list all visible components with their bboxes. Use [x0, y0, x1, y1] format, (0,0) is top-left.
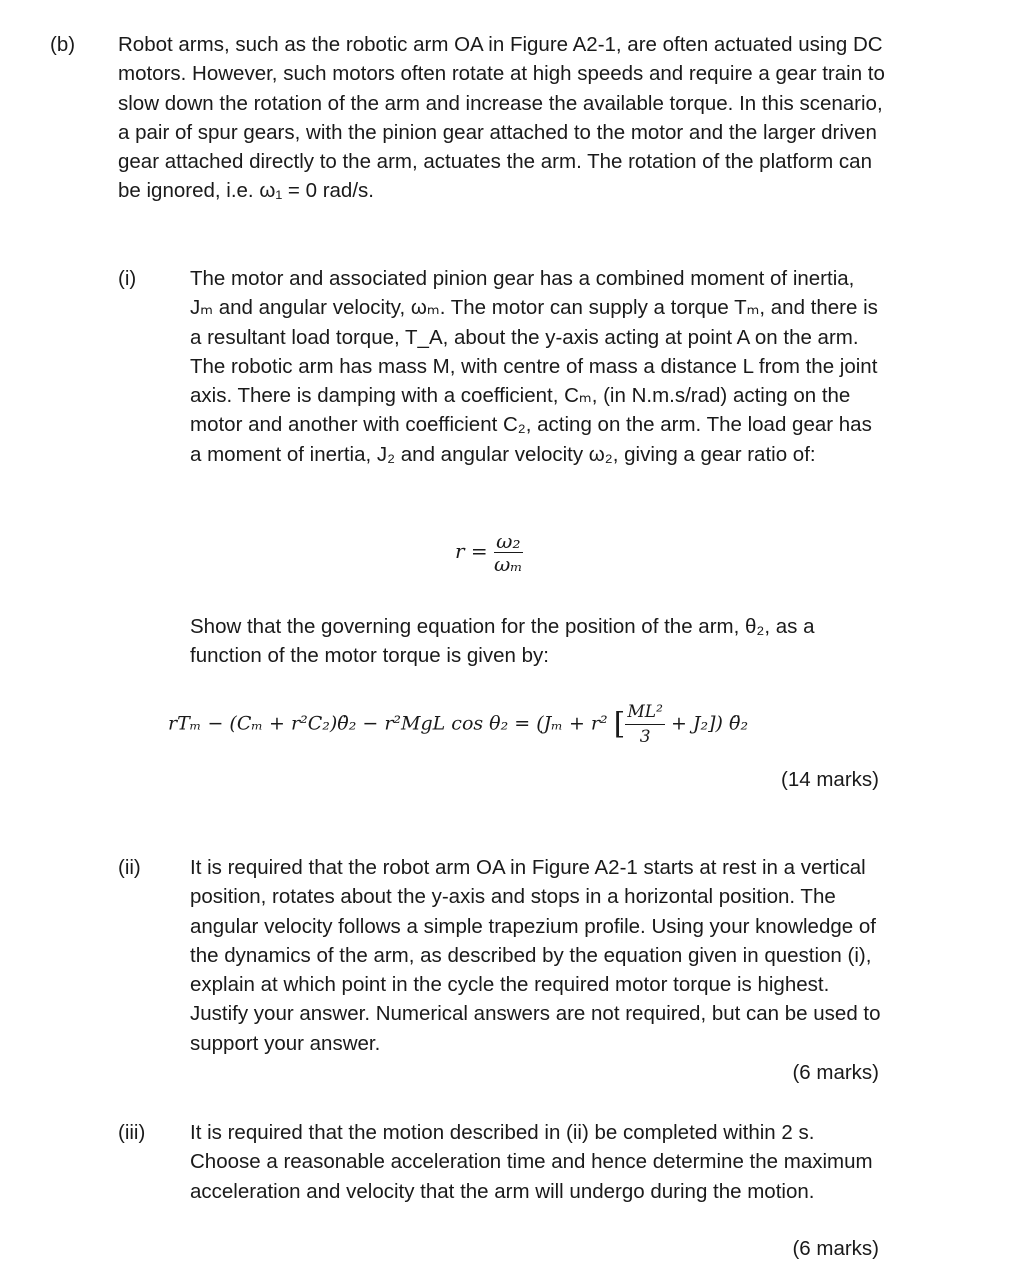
equation-rhs-close: + J₂]) θ̈₂ — [670, 712, 749, 735]
gear-ratio-fraction — [494, 530, 523, 575]
governing-equation — [168, 700, 748, 749]
part-i-label: (i) — [118, 267, 137, 290]
part-i-marks: (14 marks) — [781, 768, 879, 791]
equation-left-bracket: [ — [613, 706, 626, 742]
part-b-text: Robot arms, such as the robotic arm OA in Figure A2-1, are often actuated using DC motors. However, such motors often rotate at high speeds and require a gear train to slow down the rotation of the arm and increase the available torque. In this scenario, a pair of spur gears, with the pinion gear attached to the motor and the larger driven gear attached directly to the arm, actuates the arm. The rotation of the platform can be ignored, i.e. ω₁ = 0 rad/s. — [118, 33, 885, 203]
part-b-label: (b) — [50, 33, 76, 56]
part-i-text: The motor and associated pinion gear has a combined moment of inertia, Jₘ and angular velocity, ωₘ. The motor can supply a torque Tₘ, and there is a resultant load torque, T_A, about the y-axis acting at point A on the arm. The robotic arm has mass M, with centre of mass a distance L from the joint axis. There is damping with a coefficient, Cₘ, (in N.m.s/rad) acting on the motor and another with coefficient C₂, acting on the arm. The load gear has a moment of inertia, J₂ and angular velocity ω₂, giving a gear ratio of: — [190, 267, 878, 466]
gear-ratio-denominator: ωₘ — [494, 552, 523, 576]
equation-rhs-open: (Jₘ + r² — [536, 712, 608, 735]
equation-fraction — [625, 700, 665, 749]
part-ii-marks: (6 marks) — [792, 1061, 879, 1084]
part-iii-label: (iii) — [118, 1121, 146, 1144]
part-ii-text: It is required that the robot arm OA in Figure A2-1 starts at rest in a vertical position, rotates about the y-axis and stops in a horizontal position. The angular velocity follows a simple trapezium profile. Using your knowledge of the dynamics of the arm, as described by the equation given in question (i), explain at which point in the cycle the required motor torque is highest. Justify your answer. Numerical answers are not required, but can be used to support your answer. — [190, 856, 881, 1055]
equation-lhs: rTₘ − (Cₘ + r²C₂)θ̇₂ − r²MgL cos θ₂ = — [168, 712, 531, 735]
gear-ratio-lhs: r = — [455, 539, 488, 563]
equation-fraction-denominator: 3 — [639, 727, 651, 747]
part-iii-marks: (6 marks) — [792, 1237, 879, 1260]
gear-ratio-numerator: ω₂ — [494, 530, 523, 553]
equation-fraction-numerator: ML² — [625, 700, 665, 725]
part-i-show-text: Show that the governing equation for the position of the arm, θ₂, as a function of the motor torque is given by: — [190, 615, 815, 668]
gear-ratio-formula — [455, 530, 523, 575]
part-ii-label: (ii) — [118, 856, 141, 879]
part-iii-text: It is required that the motion described in (ii) be completed within 2 s. Choose a reasonable acceleration time and hence determine the maximum acceleration and velocity that the arm will undergo during the motion. — [190, 1121, 873, 1203]
